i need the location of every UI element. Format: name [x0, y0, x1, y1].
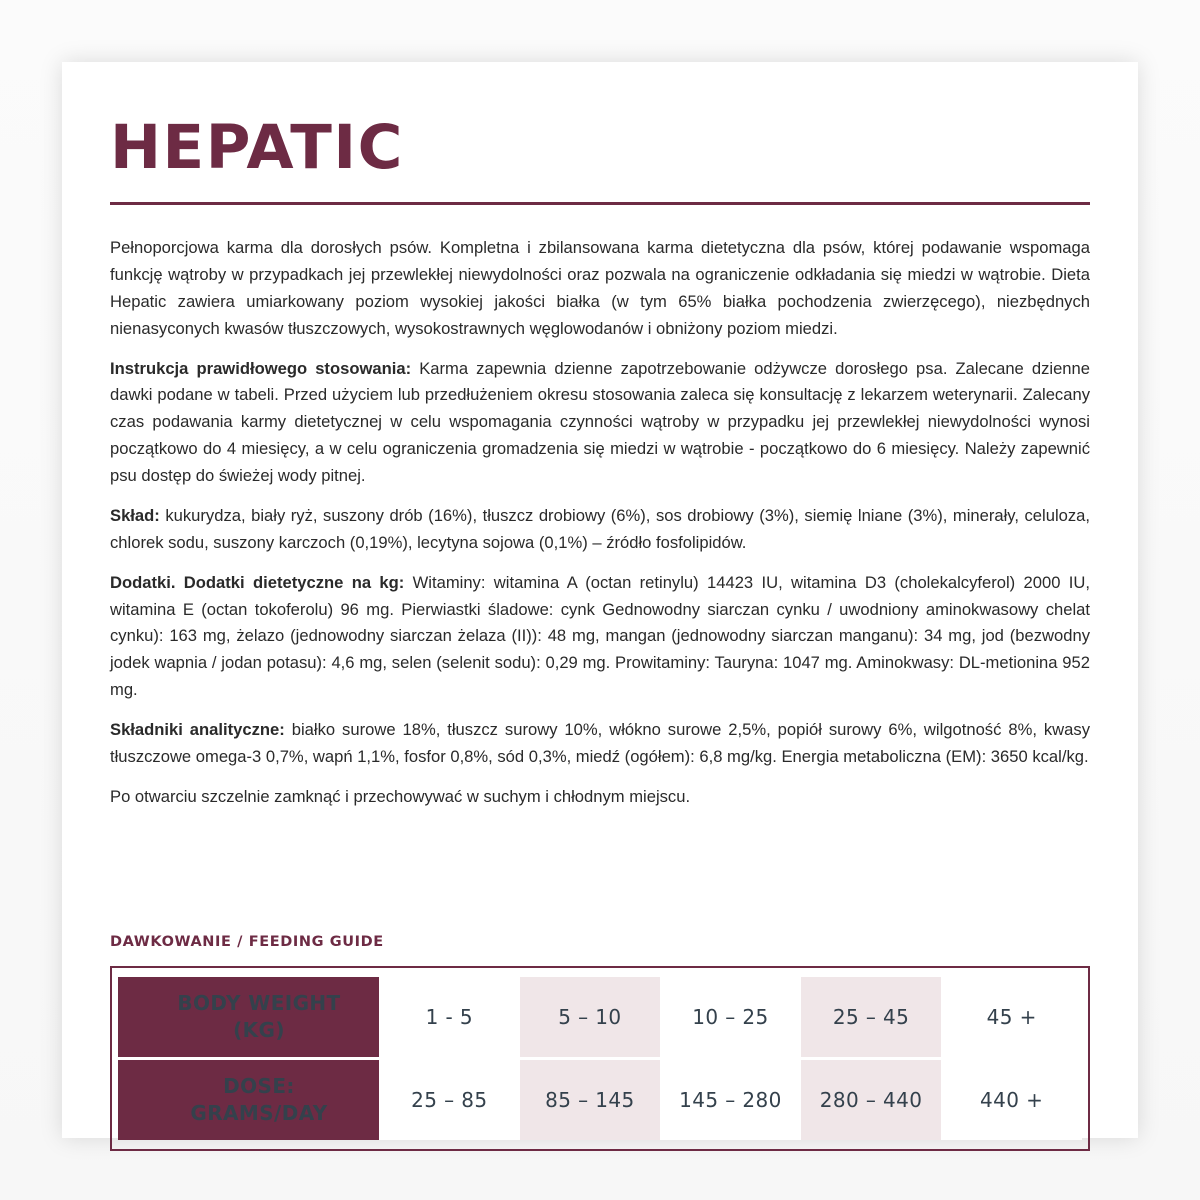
label-content: [110, 108, 1090, 1125]
feeding-guide-heading: DAWKOWANIE / FEEDING GUIDE: [110, 934, 384, 950]
paragraph-analytical-lead: Składniki analityczne:: [110, 720, 285, 740]
paragraph-analytical: [110, 717, 1090, 771]
cell-dose-5: 440 +: [941, 1060, 1082, 1140]
cell-body-weight-5: 45 +: [941, 977, 1082, 1057]
paragraph-analytical-text: białko surowe 18%, tłuszcz surowy 10%, włókno surowe 2,5%, popiół surowy 6%, wilgotność 8%, kwasy tłuszczowe omega-3 0,7%, wapń 1,1%, fosfor 0,8%, sód 0,3%, miedź (ogółem): 6,8 mg/kg. Energia metaboliczna (EM): 3650 kcal/kg.: [110, 720, 1090, 766]
row-header-body-weight-line1: BODY WEIGHT: [177, 991, 341, 1015]
feeding-guide-section: [110, 934, 1090, 1151]
paragraph-intro-text: Pełnoporcjowa karma dla dorosłych psów. Kompletna i zbilansowana karma dietetyczna dla psów, której podawanie wspomaga funkcję wątroby w przypadkach jej przewlekłej niewydolności oraz pozwala na ograniczenie odkładania się miedzi w wątrobie. Dieta Hepatic zawiera umiarkowany poziom wysokiej jakości białka (w tym 65% białka pochodzenia zwierzęcego), niezbędnych nienasyconych kwasów tłuszczowych, wysokostrawnych węglowodanów i obniżony poziom miedzi.: [110, 238, 1090, 338]
cell-body-weight-3: 10 – 25: [660, 977, 801, 1057]
body-copy: [110, 235, 1090, 811]
feeding-guide-table-frame: [110, 966, 1090, 1151]
paragraph-instructions: [110, 356, 1090, 490]
cell-dose-1: 25 – 85: [379, 1060, 520, 1140]
paragraph-additives: [110, 570, 1090, 704]
paragraph-instructions-text: Karma zapewnia dzienne zapotrzebowanie odżywcze dorosłego psa. Zalecane dzienne dawki podane w tabeli. Przed użyciem lub przedłużeniem okresu stosowania zaleca się konsultację z lekarzem weterynarii. Zalecany czas podawania karmy dietetycznej w celu wspomagania czynności wątroby w przypadku jej przewlekłej niewydolności wynosi początkowo do 4 miesięcy, a w celu ograniczenia gromadzenia się miedzi w wątrobie - początkowo do 6 miesięcy. Należy zapewnić psu dostęp do świeżej wody pitnej.: [110, 358, 1090, 486]
product-label-card: [62, 62, 1138, 1138]
cell-dose-2: 85 – 145: [520, 1060, 661, 1140]
paragraph-additives-lead: Dodatki. Dodatki dietetyczne na kg:: [110, 572, 405, 592]
cell-body-weight-1: 1 - 5: [379, 977, 520, 1057]
cell-body-weight-4: 25 – 45: [801, 977, 942, 1057]
cell-body-weight-2: 5 – 10: [520, 977, 661, 1057]
paragraph-composition-lead: Skład:: [110, 505, 160, 525]
paragraph-intro: [110, 235, 1090, 343]
row-header-body-weight: [118, 977, 379, 1057]
feeding-guide-table: [118, 974, 1082, 1143]
row-header-dose-line1: DOSE:: [223, 1074, 295, 1098]
cell-dose-4: 280 – 440: [801, 1060, 942, 1140]
row-header-dose: [118, 1060, 379, 1140]
table-row: [118, 1060, 1082, 1140]
row-header-body-weight-line2: (KG): [233, 1018, 285, 1042]
title-divider: [110, 202, 1090, 205]
paragraph-composition-text: kukurydza, biały ryż, suszony drób (16%), tłuszcz drobiowy (6%), sos drobiowy (3%), siemię lniane (3%), minerały, celuloza, chlorek sodu, suszony karczoch (0,19%), lecytyna sojowa (0,1%) – źródło fosfolipidów.: [110, 505, 1090, 552]
paragraph-storage-text: Po otwarciu szczelnie zamknąć i przechowywać w suchym i chłodnym miejscu.: [110, 786, 691, 806]
page-title: HEPATIC: [110, 112, 404, 183]
paragraph-additives-text: Witaminy: witamina A (octan retinylu) 14423 IU, witamina D3 (cholekalcyferol) 2000 IU, witamina E (octan tokoferolu) 96 mg. Pierwiastki śladowe: cynk Gednowodny siarczan cynku / uwodniony aminokwasowy chelat cynku): 163 mg, żelazo (jednowodny siarczan żelaza (II)): 48 mg, mangan (jednowodny siarczan manganu): 34 mg, jod (bezwodny jodek wapnia / jodan potasu): 4,6 mg, selen (selenit sodu): 0,29 mg. Prowitaminy: Tauryna: 1047 mg. Aminokwasy: DL-metionina 952 mg.: [110, 572, 1090, 700]
paragraph-instructions-lead: Instrukcja prawidłowego stosowania:: [110, 358, 412, 378]
paragraph-composition: [110, 503, 1090, 557]
row-header-dose-line2: GRAMS/DAY: [190, 1101, 328, 1125]
cell-dose-3: 145 – 280: [660, 1060, 801, 1140]
paragraph-storage: [110, 784, 1090, 811]
table-row: [118, 977, 1082, 1057]
